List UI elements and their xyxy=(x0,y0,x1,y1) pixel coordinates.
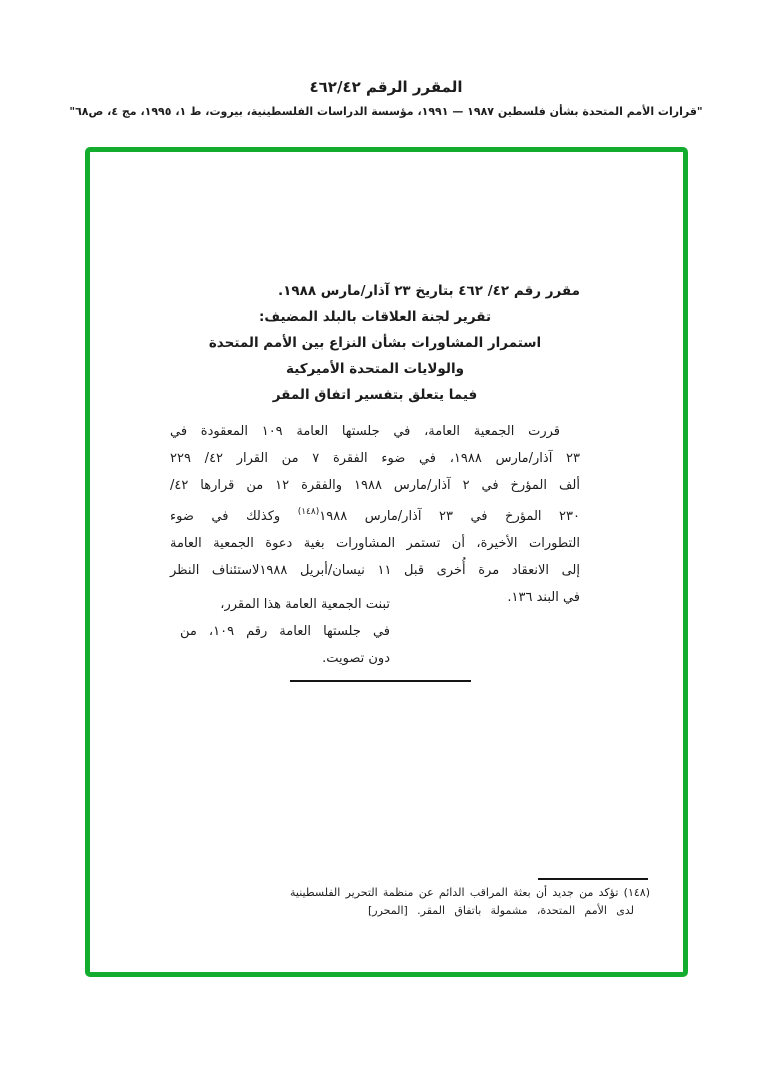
body-line-5: التطورات الأخيرة، أن تستمر المشاورات بغية دعوة الجمعية العامة xyxy=(170,536,580,551)
body-line-6: إلى الانعقاد مرة أُخرى قبل ١١ نيسان/أبريل ١٩٨٨لاستئناف النظر xyxy=(170,563,580,578)
decision-heading-line-5: فيما يتعلق بتفسير اتفاق المقر xyxy=(272,387,478,403)
footnote-separator-rule xyxy=(538,878,648,880)
body-line-4-continuation: وكذلك في ضوء xyxy=(170,509,298,524)
footnote-block xyxy=(290,884,650,920)
adoption-line-3: دون تصويت. xyxy=(322,651,390,666)
adoption-line-2: في جلستها العامة رقم ١٠٩، من xyxy=(180,624,390,639)
decision-heading xyxy=(170,278,580,408)
body-line-2: ٢٣ آذار/مارس ١٩٨٨، في ضوء الفقرة ٧ من القرار ٤٢/ ٢٢٩ xyxy=(170,451,581,466)
adoption-line-1: تبنت الجمعية العامة هذا المقرر، xyxy=(220,597,390,612)
decision-heading-line-3: استمرار المشاورات بشأن النزاع بين الأمم المتحدة xyxy=(208,335,542,351)
body-line-3: ألف المؤرخ في ٢ آذار/مارس ١٩٨٨ والفقرة ١٢ من قرارها ٤٢/ xyxy=(170,478,580,493)
body-paragraph xyxy=(170,418,580,611)
center-divider-rule xyxy=(290,680,471,682)
body-line-4-text: ٢٣٠ المؤرخ في ٢٣ آذار/مارس ١٩٨٨ xyxy=(319,509,580,524)
body-line-7: في البند ١٣٦. xyxy=(507,590,580,605)
footnote-line-2: لدى الأمم المتحدة، مشمولة باتفاق المقر. [المحرر] xyxy=(368,904,634,917)
decision-heading-line-4: والولايات المتحدة الأميركية xyxy=(286,361,464,377)
document-reference-title: المقرر الرقم ٤٦٢/٤٢ xyxy=(309,78,463,96)
footnote-reference-148: (١٤٨) xyxy=(297,507,320,517)
footnote-line-1: (١٤٨) تؤكد من جديد أن بعثة المراقب الدائم عن منظمة التحرير الفلسطينية xyxy=(290,886,650,899)
decision-heading-line-2: تقرير لجنة العلاقات بالبلد المضيف: xyxy=(258,309,492,325)
green-document-frame xyxy=(85,147,688,977)
body-line-1: قررت الجمعية العامة، في جلستها العامة ١٠٩ المعقودة في xyxy=(170,424,560,439)
decision-heading-line-1: مقرر رقم ٤٢/ ٤٦٢ بتاريخ ٢٣ آذار/مارس ١٩٨٨. xyxy=(277,283,580,299)
source-citation: "قرارات الأمم المتحدة بشأن فلسطين ١٩٨٧ — ١٩٩١، مؤسسة الدراسات الفلسطينية، بيروت، ط ١، ١٩٩٥، مج ٤، ص٦٨" xyxy=(69,105,703,118)
adoption-paragraph xyxy=(180,591,390,672)
body-line-4 xyxy=(170,499,580,530)
